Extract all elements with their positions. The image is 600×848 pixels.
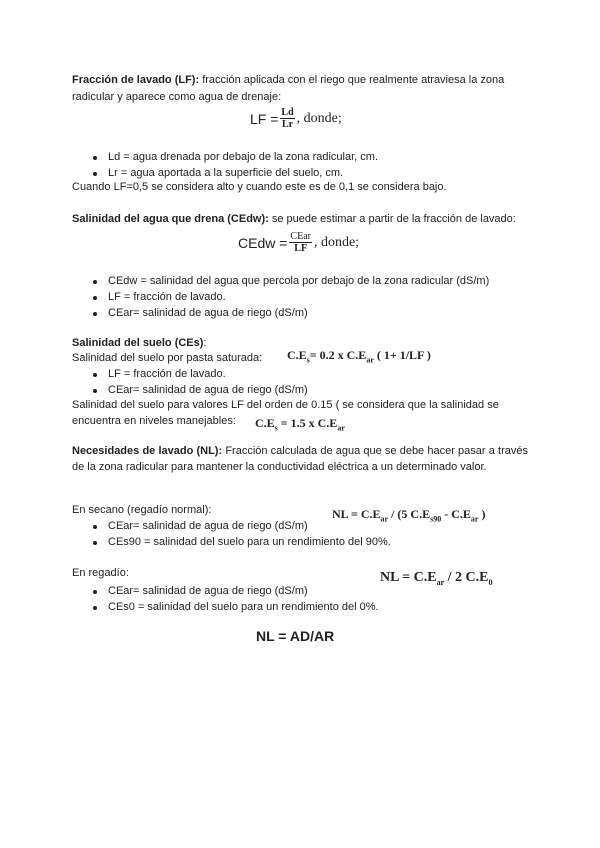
nl-secano-label: En secano (regadío normal):: [72, 504, 212, 516]
nl-secano-formula: [332, 507, 485, 523]
nl-heading: Necesidades de lavado (NL):: [72, 445, 223, 457]
bullet-icon: [93, 172, 97, 176]
ces-heading-line: [72, 336, 206, 350]
list-item: CEar= salinidad de agua de riego (dS/m): [108, 307, 308, 319]
formula-subscript: s90: [430, 514, 442, 524]
bullet-icon: [93, 590, 97, 594]
bullet-icon: [93, 156, 97, 160]
lf-note: Cuando LF=0,5 se considera alto y cuando este es de 0,1 se considera bajo.: [72, 181, 447, 193]
cedw-formula-numerator: CEar: [290, 231, 311, 242]
bullet-icon: [93, 280, 97, 284]
list-item: Lr = agua aportada a la superficie del suelo, cm.: [108, 167, 344, 179]
formula-text: / (5 C.E: [388, 507, 431, 521]
formula-subscript: ar: [470, 514, 479, 524]
lf-formula: [250, 107, 342, 130]
cedw-text: se puede estimar a partir de la fracción de lavado:: [268, 213, 516, 225]
bullet-icon: [93, 525, 97, 529]
bullet-icon: [93, 373, 97, 377]
bullet-icon: [93, 606, 97, 610]
formula-text: / 2 C.E: [444, 570, 489, 585]
nl-regadio-formula: [380, 570, 493, 587]
ces-heading: Salinidad del suelo (CEs): [72, 337, 204, 349]
nl-text: Fracción calculada de agua que se debe hacer pasar a través de la zona radicular para mantener la conductividad eléctrica a un determinado valor.: [72, 445, 528, 473]
formula-text: - C.E: [441, 507, 471, 521]
ces-paste-formula: [287, 348, 431, 364]
ces-paragraph-line2: encuentra en niveles manejables:: [72, 415, 236, 427]
formula-text: C.E: [255, 416, 275, 430]
formula-text: ): [478, 507, 486, 521]
ces-heading-colon: :: [203, 337, 207, 349]
formula-subscript: s: [306, 355, 310, 365]
formula-text: ( 1+ 1/LF ): [373, 348, 431, 362]
formula-subscript: 0: [488, 577, 493, 587]
cedw-formula-denominator: LF: [294, 243, 308, 254]
nl-final-formula: NL = AD/AR: [256, 628, 335, 644]
cedw-paragraph: [72, 212, 516, 226]
lf-formula-suffix: , donde;: [296, 110, 342, 126]
ces-paste-label: Salinidad del suelo por pasta saturada:: [72, 352, 263, 364]
lf-formula-fraction: [280, 107, 294, 130]
list-item: CEar= salinidad de agua de riego (dS/m): [108, 520, 308, 532]
ces-formula-015: [255, 416, 345, 432]
bullet-icon: [93, 296, 97, 300]
cedw-formula: [238, 231, 359, 254]
lf-formula-lhs: LF =: [250, 110, 279, 127]
nl-paragraph: [72, 443, 528, 475]
lf-formula-numerator: Ld: [281, 107, 294, 118]
lf-text: fracción aplicada con el riego que realmente atraviesa la zona: [199, 74, 505, 86]
formula-text: = 1.5 x C.E: [277, 416, 338, 430]
nl-regadio-label: En regadío:: [72, 567, 129, 579]
list-item: LF = fracción de lavado.: [108, 291, 226, 303]
bullet-icon: [93, 312, 97, 316]
list-item: CEar= salinidad de agua de riego (dS/m): [108, 384, 308, 396]
formula-subscript: s: [274, 423, 278, 433]
list-item: CEdw = salinidad del agua que percola por debajo de la zona radicular (dS/m): [108, 275, 490, 287]
lf-formula-denominator: Lr: [281, 119, 294, 130]
cedw-formula-suffix: , donde;: [313, 234, 360, 250]
ces-paragraph-line1: Salinidad del suelo para valores LF del orden de 0.15 ( se considera que la salinidad se: [72, 399, 499, 411]
lf-paragraph-line2: radicular y aparece como agua de drenaje:: [72, 91, 282, 103]
formula-text: = 0.2 x C.E: [309, 348, 367, 362]
formula-subscript: ar: [337, 423, 345, 433]
cedw-heading: Salinidad del agua que drena (CEdw):: [72, 213, 269, 225]
cedw-formula-fraction: [289, 231, 312, 254]
cedw-formula-lhs: CEdw =: [238, 234, 288, 251]
formula-subscript: ar: [380, 514, 389, 524]
formula-subscript: ar: [436, 577, 445, 587]
formula-text: C.E: [287, 348, 307, 362]
bullet-icon: [93, 541, 97, 545]
list-item: LF = fracción de lavado.: [108, 368, 226, 380]
formula-text: NL = C.E: [332, 507, 381, 521]
bullet-icon: [93, 389, 97, 393]
lf-heading: Fracción de lavado (LF):: [72, 74, 200, 86]
list-item: CEar= salinidad de agua de riego (dS/m): [108, 585, 308, 597]
list-item: CEs90 = salinidad del suelo para un rendimiento del 90%.: [108, 536, 391, 548]
lf-paragraph-line1: [72, 73, 504, 87]
list-item: CEs0 = salinidad del suelo para un rendimiento del 0%.: [108, 601, 379, 613]
formula-subscript: ar: [366, 355, 374, 365]
formula-text: NL = C.E: [380, 570, 437, 585]
list-item: Ld = agua drenada por debajo de la zona radicular, cm.: [108, 151, 378, 163]
